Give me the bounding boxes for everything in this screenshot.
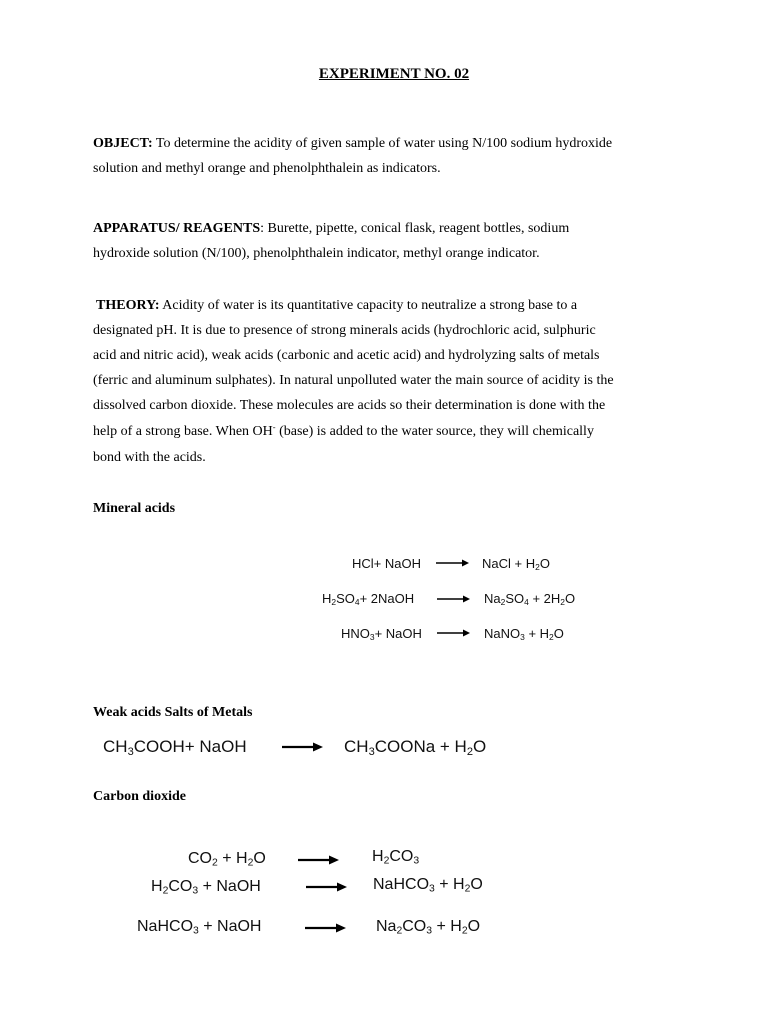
page-title: EXPERIMENT NO. 02 <box>318 66 470 82</box>
theory-body <box>93 318 678 470</box>
apparatus-text-1: : Burette, pipette, conical flask, reagent bottles, sodium <box>260 221 570 236</box>
right-arrow-icon <box>437 628 471 638</box>
mineral-eq-3-lhs: $HNO_3+$ NaOH <box>341 626 422 643</box>
object-text-1: To determine the acidity of given sample of water using N/100 sodium hydroxide <box>152 136 613 151</box>
right-arrow-icon <box>436 558 470 568</box>
theory-line-6-b: (base) is added to the water source, they will chemically <box>275 424 594 439</box>
mineral-eq-1-lhs: HCl+ NaOH <box>352 556 421 571</box>
theory-line-6-sup: - <box>272 422 276 432</box>
right-arrow-icon <box>298 854 340 866</box>
right-arrow-icon <box>437 594 471 604</box>
theory-line-5: dissolved carbon dioxide. These molecules are acids so their determination is done with the <box>93 398 606 413</box>
carbon-eq-3-rhs: $Na_2CO_3 + H_2O$ <box>376 918 481 937</box>
apparatus-line-2: hydroxide solution (N/100), phenolphthalein indicator, methyl orange indicator. <box>93 246 540 261</box>
apparatus-paragraph <box>93 216 678 266</box>
carbon-eq-1-rhs: $H_2CO_3$ <box>372 848 420 867</box>
theory-line-1 <box>96 293 681 318</box>
mineral-eq-2-rhs: $Na_2SO_4 + 2H_2O$ <box>484 591 576 608</box>
theory-label: THEORY: <box>96 298 160 313</box>
right-arrow-icon <box>305 922 347 934</box>
apparatus-label: APPARATUS/ REAGENTS <box>93 221 261 236</box>
object-line-1 <box>93 131 678 156</box>
theory-line-2: designated pH. It is due to presence of strong minerals acids (hydrochloric acid, sulphuric <box>93 323 596 338</box>
right-arrow-icon <box>306 881 348 893</box>
theory-line-7: bond with the acids. <box>93 450 206 465</box>
mineral-eq-3-rhs: NaNO$_3$ + $H_2O$ <box>484 626 564 643</box>
object-label: OBJECT: <box>93 136 153 151</box>
theory-paragraph <box>96 293 681 318</box>
carbon-eq-2-rhs: NaHCO$_3$ + $H_2O$ <box>373 876 483 895</box>
object-line-2: solution and methyl orange and phenolphthalein as indicators. <box>93 161 441 176</box>
theory-line-4: (ferric and aluminum sulphates). In natural unpolluted water the main source of acidity is the <box>93 373 614 388</box>
weak-acids-heading: Weak acids Salts of Metals <box>93 705 253 720</box>
carbon-eq-1-lhs: $CO_2 + H_2O$ <box>188 850 266 869</box>
weak-eq-1-lhs: $CH_3COOH+$ NaOH <box>103 737 247 758</box>
theory-line-6 <box>93 419 678 444</box>
mineral-acids-heading: Mineral acids <box>93 501 176 516</box>
mineral-eq-2-lhs: $H_2SO_4+$ 2NaOH <box>322 591 415 608</box>
carbon-dioxide-heading: Carbon dioxide <box>93 789 186 804</box>
theory-text-1: Acidity of water is its quantitative capacity to neutralize a strong base to a <box>159 298 578 313</box>
weak-eq-1-rhs: $CH_3COONa + H_2O$ <box>344 737 487 758</box>
apparatus-line-1 <box>93 216 678 241</box>
theory-line-6-a: help of a strong base. When OH <box>93 424 273 439</box>
carbon-eq-2-lhs: $H_2CO_3$ + NaOH <box>151 878 261 897</box>
carbon-eq-3-lhs: NaHCO$_3$ + NaOH <box>137 918 262 937</box>
object-paragraph <box>93 131 678 181</box>
right-arrow-icon <box>282 741 324 753</box>
mineral-eq-1-rhs: NaCl + $H_2O$ <box>482 556 550 573</box>
theory-line-3: acid and nitric acid), weak acids (carbonic and acetic acid) and hydrolyzing salts of metals <box>93 348 600 363</box>
